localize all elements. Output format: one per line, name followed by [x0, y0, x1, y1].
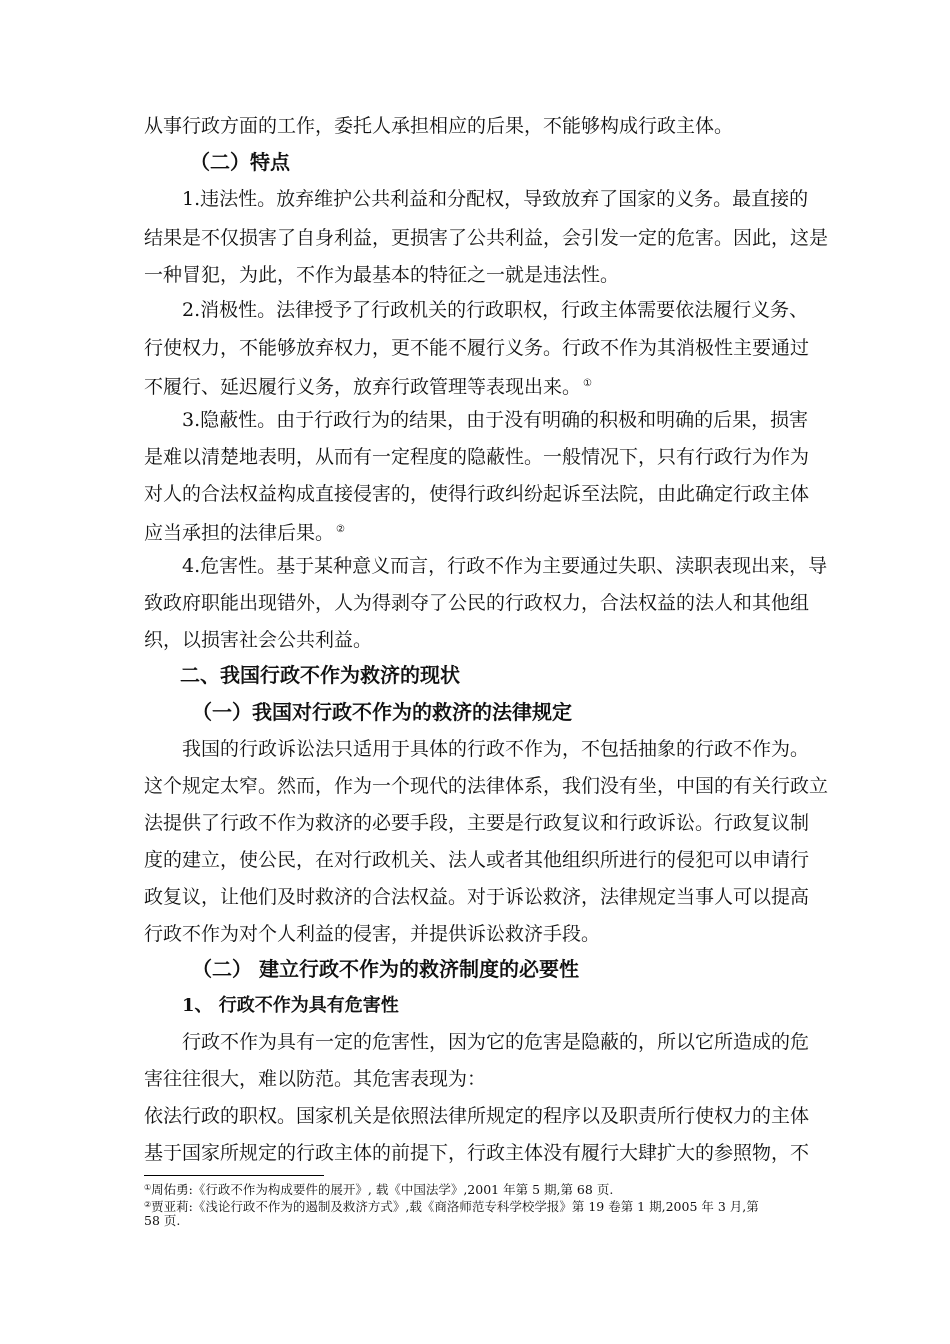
body-text-line: 是难以清楚地表明，从而有一定程度的隐蔽性。一般情况下，只有行政行为作为 [144, 446, 810, 468]
subsection-heading: 1、 行政不作为具有危害性 [182, 995, 399, 1016]
footnote-reference[interactable]: ① [583, 378, 592, 389]
body-text-line: 不履行、延迟履行义务，放弃行政管理等表现出来。 ① [144, 376, 592, 398]
section-heading: （一）我国对行政不作为的救济的法律规定 [192, 700, 572, 724]
body-text-line: 害往往很大，难以防范。其危害表现为： [144, 1068, 487, 1090]
body-text-line: 我国的行政诉讼法只适用于具体的行政不作为，不包括抽象的行政不作为。 [182, 738, 810, 760]
body-text-line: 行使权力，不能够放弃权力，更不能不履行义务。行政不作为其消极性主要通过 [144, 337, 810, 359]
body-text-line: 4.危害性。基于某种意义而言，行政不作为主要通过失职、渎职表现出来，导 [182, 555, 828, 577]
body-text-line: 从事行政方面的工作，委托人承担相应的后果，不能够构成行政主体。 [144, 115, 734, 137]
body-text-line: 结果是不仅损害了自身利益，更损害了公共利益，会引发一定的危害。因此，这是 [144, 227, 829, 249]
body-text-line: 这个规定太窄。然而，作为一个现代的法律体系，我们没有坐，中国的有关行政立 [144, 775, 829, 797]
body-text-line: 一种冒犯，为此，不作为最基本的特征之一就是违法性。 [144, 264, 620, 286]
body-text-line: 致政府职能出现错外，人为得剥夺了公民的行政权力，合法权益的法人和其他组 [144, 592, 810, 614]
body-text-line: 基于国家所规定的行政主体的前提下，行政主体没有履行大肆扩大的参照物，不 [144, 1142, 810, 1164]
section-heading: （二）特点 [190, 150, 290, 174]
body-text-line: 依法行政的职权。国家机关是依照法律所规定的程序以及职责所行使权力的主体 [144, 1105, 810, 1127]
body-text-line: 法提供了行政不作为救济的必要手段，主要是行政复议和行政诉讼。行政复议制 [144, 812, 810, 834]
footnote: ②贾亚莉:《浅论行政不作为的遏制及救济方式》,载《商洛师范专科学校学报》第 19 卷第 1 期,2005 年 3 月,第 [144, 1199, 759, 1214]
body-text-line: 织，以损害社会公共利益。 [144, 629, 373, 651]
chapter-heading: 二、我国行政不作为救济的现状 [180, 663, 460, 687]
footnote-reference[interactable]: ② [336, 524, 345, 535]
body-text-line: 3.隐蔽性。由于行政行为的结果，由于没有明确的积极和明确的后果，损害 [182, 409, 809, 431]
body-text-line: 行政不作为对个人利益的侵害，并提供诉讼救济手段。 [144, 923, 601, 945]
section-heading: （二） 建立行政不作为的救济制度的必要性 [192, 957, 579, 981]
body-text-line: 1.违法性。放弃维护公共利益和分配权，导致放弃了国家的义务。最直接的 [182, 188, 809, 210]
body-text-line: 应当承担的法律后果。 ② [144, 522, 345, 544]
body-text-line: 政复议，让他们及时救济的合法权益。对于诉讼救济，法律规定当事人可以提高 [144, 886, 810, 908]
body-text-line: 行政不作为具有一定的危害性，因为它的危害是隐蔽的，所以它所造成的危 [182, 1031, 810, 1053]
footnote-separator [144, 1175, 324, 1176]
body-text-line: 度的建立，使公民，在对行政机关、法人或者其他组织所进行的侵犯可以申请行 [144, 849, 810, 871]
footnote: ①周佑勇:《行政不作为构成要件的展开》, 载《中国法学》,2001 年第 5 期,第 68 页. [144, 1182, 614, 1197]
body-text-line: 对人的合法权益构成直接侵害的，使得行政纠纷起诉至法院，由此确定行政主体 [144, 483, 810, 505]
footnote-continuation: 58 页. [144, 1213, 181, 1228]
body-text-line: 2.消极性。法律授予了行政机关的行政职权，行政主体需要依法履行义务、 [182, 299, 809, 321]
